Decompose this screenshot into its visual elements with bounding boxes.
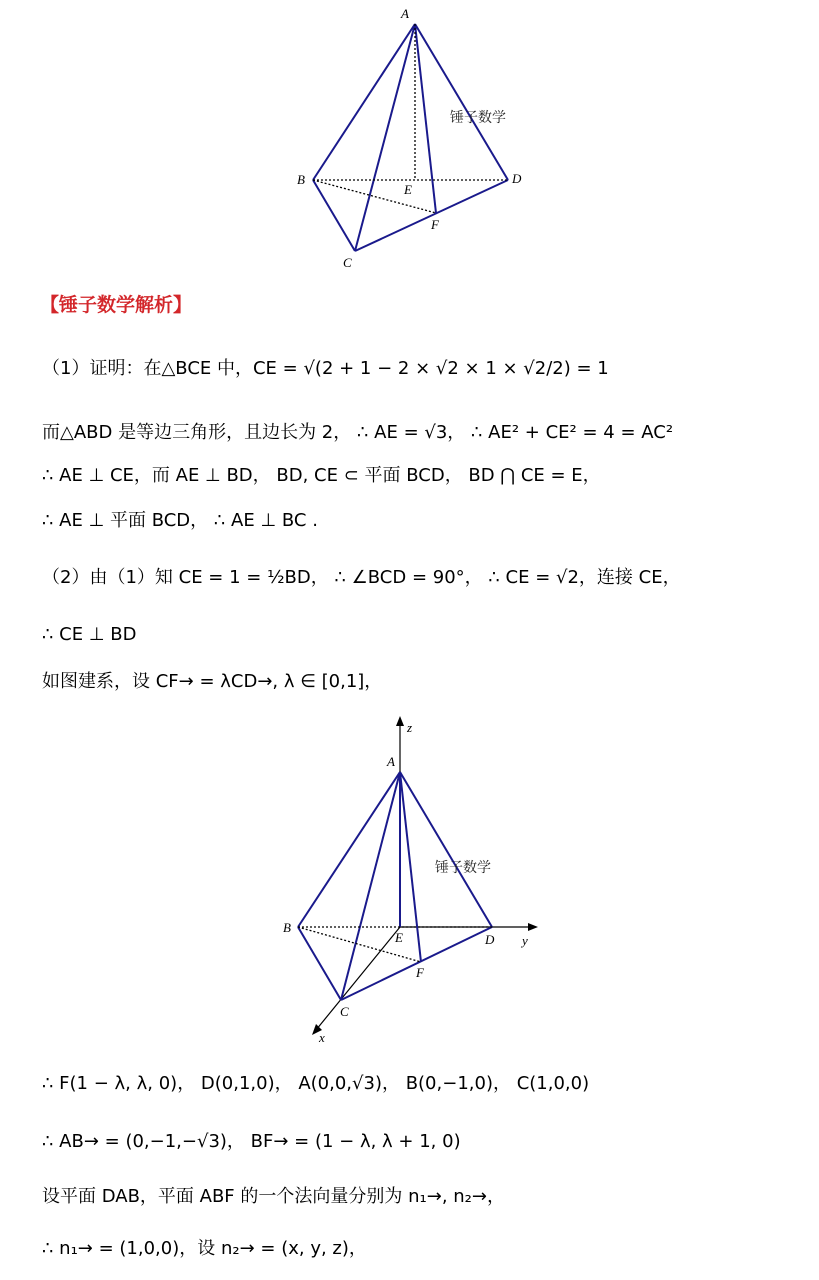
label2-D: D <box>485 932 495 947</box>
solution-line-10: 设平面 DAB，平面 ABF 的一个法向量分别为 n₁→, n₂→， <box>42 1186 505 1207</box>
label2-A: A <box>387 754 395 769</box>
edge-AC <box>355 24 415 251</box>
label-F: F <box>431 217 439 232</box>
solution-line-6: ∴ CE ⊥ BD <box>42 624 137 645</box>
label-D: D <box>512 171 522 186</box>
solution-line-5: （2）由（1）知 CE = 1 = ½BD， ∴ ∠BCD = 90°， ∴ CE = √2，连接 CE， <box>42 567 681 588</box>
label2-z: z <box>407 720 413 735</box>
solution-line-1: （1）证明：在△BCE 中，CE = √(2 + 1 − 2 × √2 × 1 × √2/2) = 1 <box>42 358 609 379</box>
edge-CD <box>355 180 508 251</box>
solution-line-8: ∴ F(1 − λ, λ, 0)， D(0,1,0)， A(0,0,√3)， B(0,−1,0)， C(1,0,0) <box>42 1073 590 1094</box>
label2-F: F <box>416 965 424 980</box>
figure-tetrahedron-coordinates <box>270 712 550 1047</box>
label2-x: x <box>319 1030 325 1045</box>
label2-E: E <box>395 930 403 945</box>
arrow-z <box>396 716 404 726</box>
solution-heading: 【锤子数学解析】 <box>40 294 193 316</box>
solution-line-7: 如图建系，设 CF→ = λCD→, λ ∈ [0,1]， <box>42 671 383 692</box>
label-C: C <box>343 255 352 270</box>
label-A: A <box>401 6 409 21</box>
solution-line-2: 而△ABD 是等边三角形，且边长为 2， ∴ AE = √3， ∴ AE² + CE² = 4 = AC² <box>42 422 674 443</box>
edge2-CD <box>341 927 492 1000</box>
watermark: 锤子数学 <box>450 110 506 126</box>
label2-y: y <box>522 933 528 948</box>
arrow-y <box>528 923 538 931</box>
edge2-AB <box>298 772 400 927</box>
label-B: B <box>297 172 305 187</box>
label-E: E <box>404 182 412 197</box>
solution-line-4: ∴ AE ⊥ 平面 BCD， ∴ AE ⊥ BC . <box>42 510 318 531</box>
edge-BF-hidden <box>313 180 436 213</box>
watermark-2: 锤子数学 <box>435 860 491 876</box>
solution-line-9: ∴ AB→ = (0,−1,−√3)， BF→ = (1 − λ, λ + 1, 0) <box>42 1131 461 1152</box>
edge-BC <box>313 180 355 251</box>
figure-tetrahedron-1 <box>280 0 540 275</box>
edge-AB <box>313 24 415 180</box>
label2-B: B <box>283 920 291 935</box>
edge2-AC <box>341 772 400 1000</box>
solution-line-11: ∴ n₁→ = (1,0,0)，设 n₂→ = (x, y, z)， <box>42 1238 367 1259</box>
solution-line-3: ∴ AE ⊥ CE，而 AE ⊥ BD， BD, CE ⊂ 平面 BCD， BD ⋂ CE = E， <box>42 465 601 486</box>
edge2-BC <box>298 927 341 1000</box>
label2-C: C <box>340 1004 349 1019</box>
